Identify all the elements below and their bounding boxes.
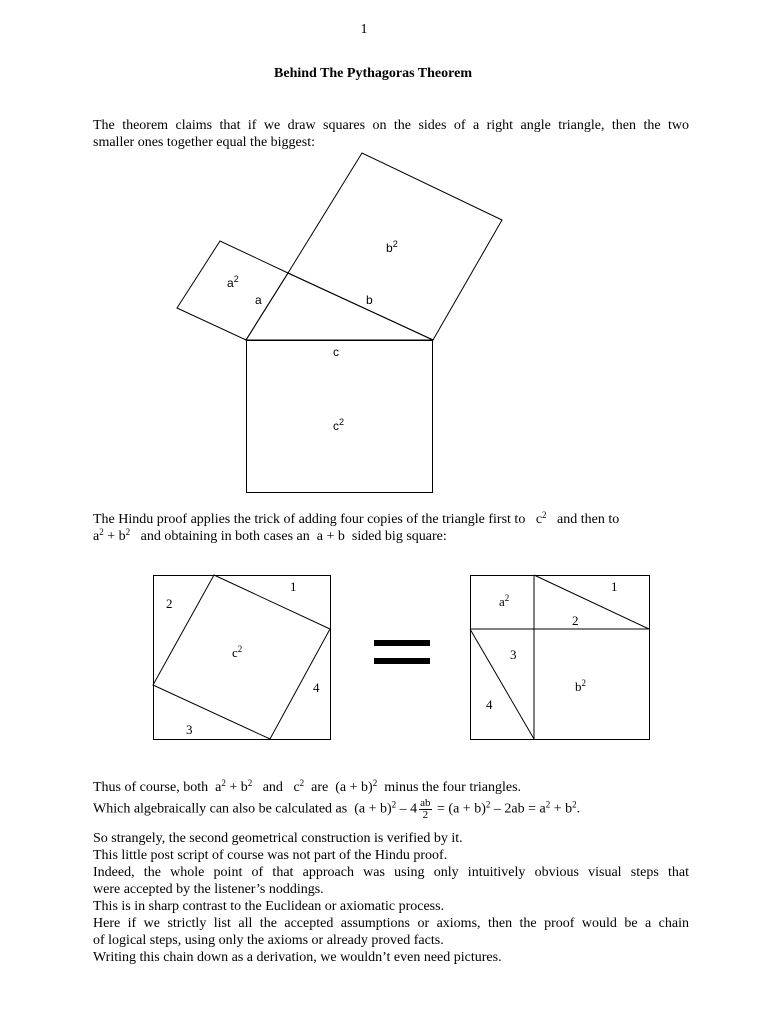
page-number: 1 [360,22,368,37]
intro-line-1: The theorem claims that if we draw squares on the sides of a right angle triangle, then the two [93,118,689,133]
fraction-ab-over-2: $\frac{ab}{2}$ [420,797,431,821]
closing-line: This is in sharp contrast to the Euclidean or axiomatic process. [93,899,445,914]
closing-line: Writing this chain down as a derivation, we wouldn’t even need pictures. [93,950,502,965]
hindu-line-2: $a^2 + b^2$ and obtaining in both cases an a + b sided big square: [93,527,447,544]
left-triangle-1-label: 1 [290,579,297,594]
closing-paragraph [93,830,689,966]
algebra-line: Which algebraically can also be calculated as $(a + b)^2 - 4$ $\frac{ab}{2}$ = $(a + b)^2 - 2ab = a^2 + b^2$. [93,797,581,821]
right-b-squared-label: $b^2$ [575,678,586,694]
label-c-squared: $c^2$ [333,417,345,433]
closing-line: Indeed, the whole point of that approach was using only intuitively obvious visual steps that [93,865,689,880]
label-side-c: c [333,345,339,359]
label-side-b: b [366,293,373,307]
right-triangle-4-label: 4 [486,697,493,712]
label-b-squared: $b^2$ [386,239,398,255]
label-side-a: a [255,293,262,307]
hindu-line-1: The Hindu proof applies the trick of adding four copies of the triangle first to $c^2$ and then to [93,510,620,527]
intro-line-2: smaller ones together equal the biggest: [93,135,315,150]
left-triangle-4-label: 4 [313,680,320,695]
left-c-squared-label: $c^2$ [232,644,243,660]
closing-line: of logical steps, using only the axioms or already proved facts. [93,933,444,948]
right-triangle-3-label: 3 [510,647,517,662]
equals-sign-top [374,640,430,646]
right-diagonal-upper [534,575,649,629]
left-triangle-3-label: 3 [186,722,193,737]
page-title: Behind The Pythagoras Theorem [274,66,472,81]
hindu-paragraph [93,511,689,545]
left-triangle-2-label: 2 [166,596,173,611]
right-triangle-1-label: 1 [611,579,618,594]
right-triangle [246,273,433,340]
label-a-squared: $a^2$ [227,274,239,290]
closing-line: Here if we strictly list all the accepted assumptions or axioms, then the proof would be a chain [93,916,689,931]
closing-line: were accepted by the listener’s noddings. [93,882,324,897]
right-big-square [471,576,650,740]
right-diagonal-lower [470,629,534,739]
right-a-squared-label: $a^2$ [499,593,510,609]
equals-sign-bottom [374,658,430,664]
right-triangle-2-label: 2 [572,613,579,628]
thus-line: Thus of course, both $a^2 + b^2$ and $c^2$ are $(a + b)^2$ minus the four triangles. [93,778,522,795]
closing-line: So strangely, the second geometrical construction is verified by it. [93,831,463,846]
square-a [177,241,288,340]
closing-line: This little post script of course was not part of the Hindu proof. [93,848,448,863]
